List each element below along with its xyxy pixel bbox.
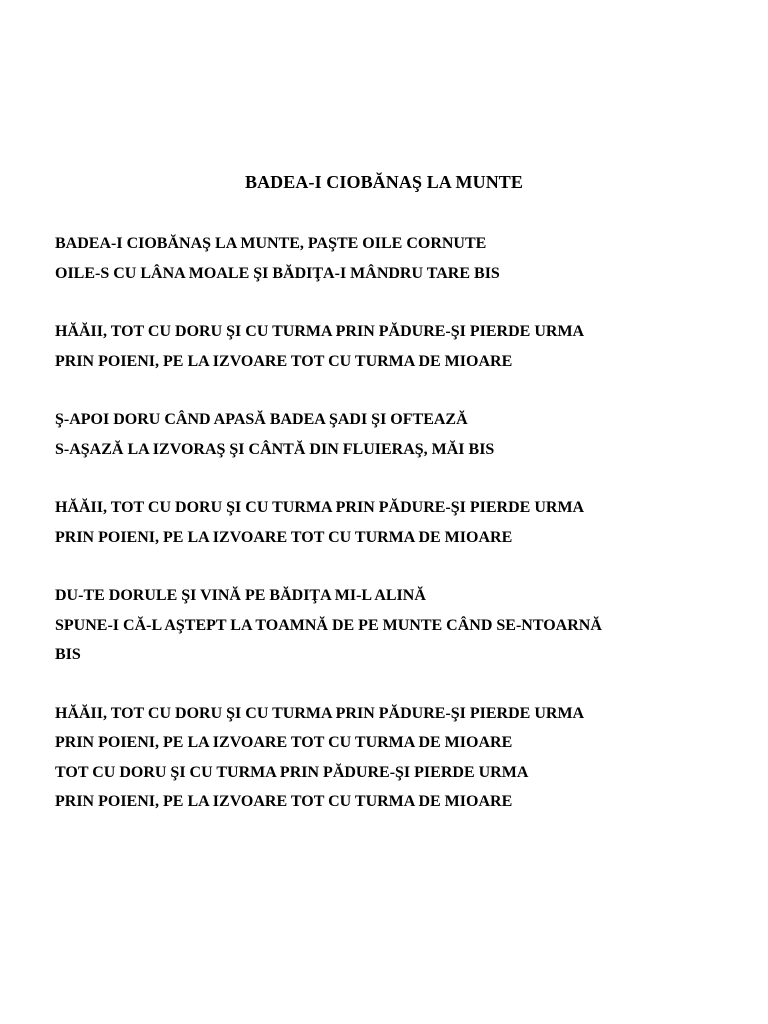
lyric-line: S-AŞAZĂ LA IZVORAŞ ŞI CÂNTĂ DIN FLUIERAŞ, MĂI BIS xyxy=(55,440,495,458)
lyric-line: PRIN POIENI, PE LA IZVOARE TOT CU TURMA DE MIOARE xyxy=(55,734,513,751)
lyric-line: PRIN POIENI, PE LA IZVOARE TOT CU TURMA DE MIOARE xyxy=(55,793,513,810)
lyric-line: OILE-S CU LÂNA MOALE ŞI BĂDIŢA-I MÂNDRU TARE BIS xyxy=(55,264,500,282)
lyric-line: PRIN POIENI, PE LA IZVOARE TOT CU TURMA DE MIOARE xyxy=(55,352,513,370)
stanza-6 xyxy=(55,699,735,817)
lyric-line: PRIN POIENI, PE LA IZVOARE TOT CU TURMA DE MIOARE xyxy=(55,528,513,546)
stanza-5 xyxy=(55,581,735,670)
lyrics-body xyxy=(55,229,735,846)
lyric-line: SPUNE-I CĂ-L AŞTEPT LA TOAMNĂ DE PE MUNTE CÂND SE-NTOARNĂ xyxy=(55,616,602,634)
stanza-2 xyxy=(55,317,735,376)
lyric-line: HĂĂII, TOT CU DORU ŞI CU TURMA PRIN PĂDURE-ŞI PIERDE URMA xyxy=(55,704,585,722)
lyric-line: BADEA-I CIOBĂNAŞ LA MUNTE, PAŞTE OILE CORNUTE xyxy=(55,235,487,252)
lyric-line: HĂĂII, TOT CU DORU ŞI CU TURMA PRIN PĂDURE-ŞI PIERDE URMA xyxy=(55,323,585,340)
lyric-line: BIS xyxy=(55,646,81,663)
stanza-1 xyxy=(55,229,735,288)
lyric-line: Ş-APOI DORU CÂND APASĂ BADEA ŞADI ŞI OFTEAZĂ xyxy=(55,411,468,428)
stanza-4 xyxy=(55,493,735,552)
lyric-line: TOT CU DORU ŞI CU TURMA PRIN PĂDURE-ŞI PIERDE URMA xyxy=(55,763,529,781)
stanza-3 xyxy=(55,405,735,464)
song-title: BADEA-I CIOBĂNAŞ LA MUNTE xyxy=(244,172,524,192)
lyric-line: HĂĂII, TOT CU DORU ŞI CU TURMA PRIN PĂDURE-ŞI PIERDE URMA xyxy=(55,499,585,516)
lyric-line: DU-TE DORULE ŞI VINĂ PE BĂDIŢA MI-L ALINĂ xyxy=(55,587,426,604)
